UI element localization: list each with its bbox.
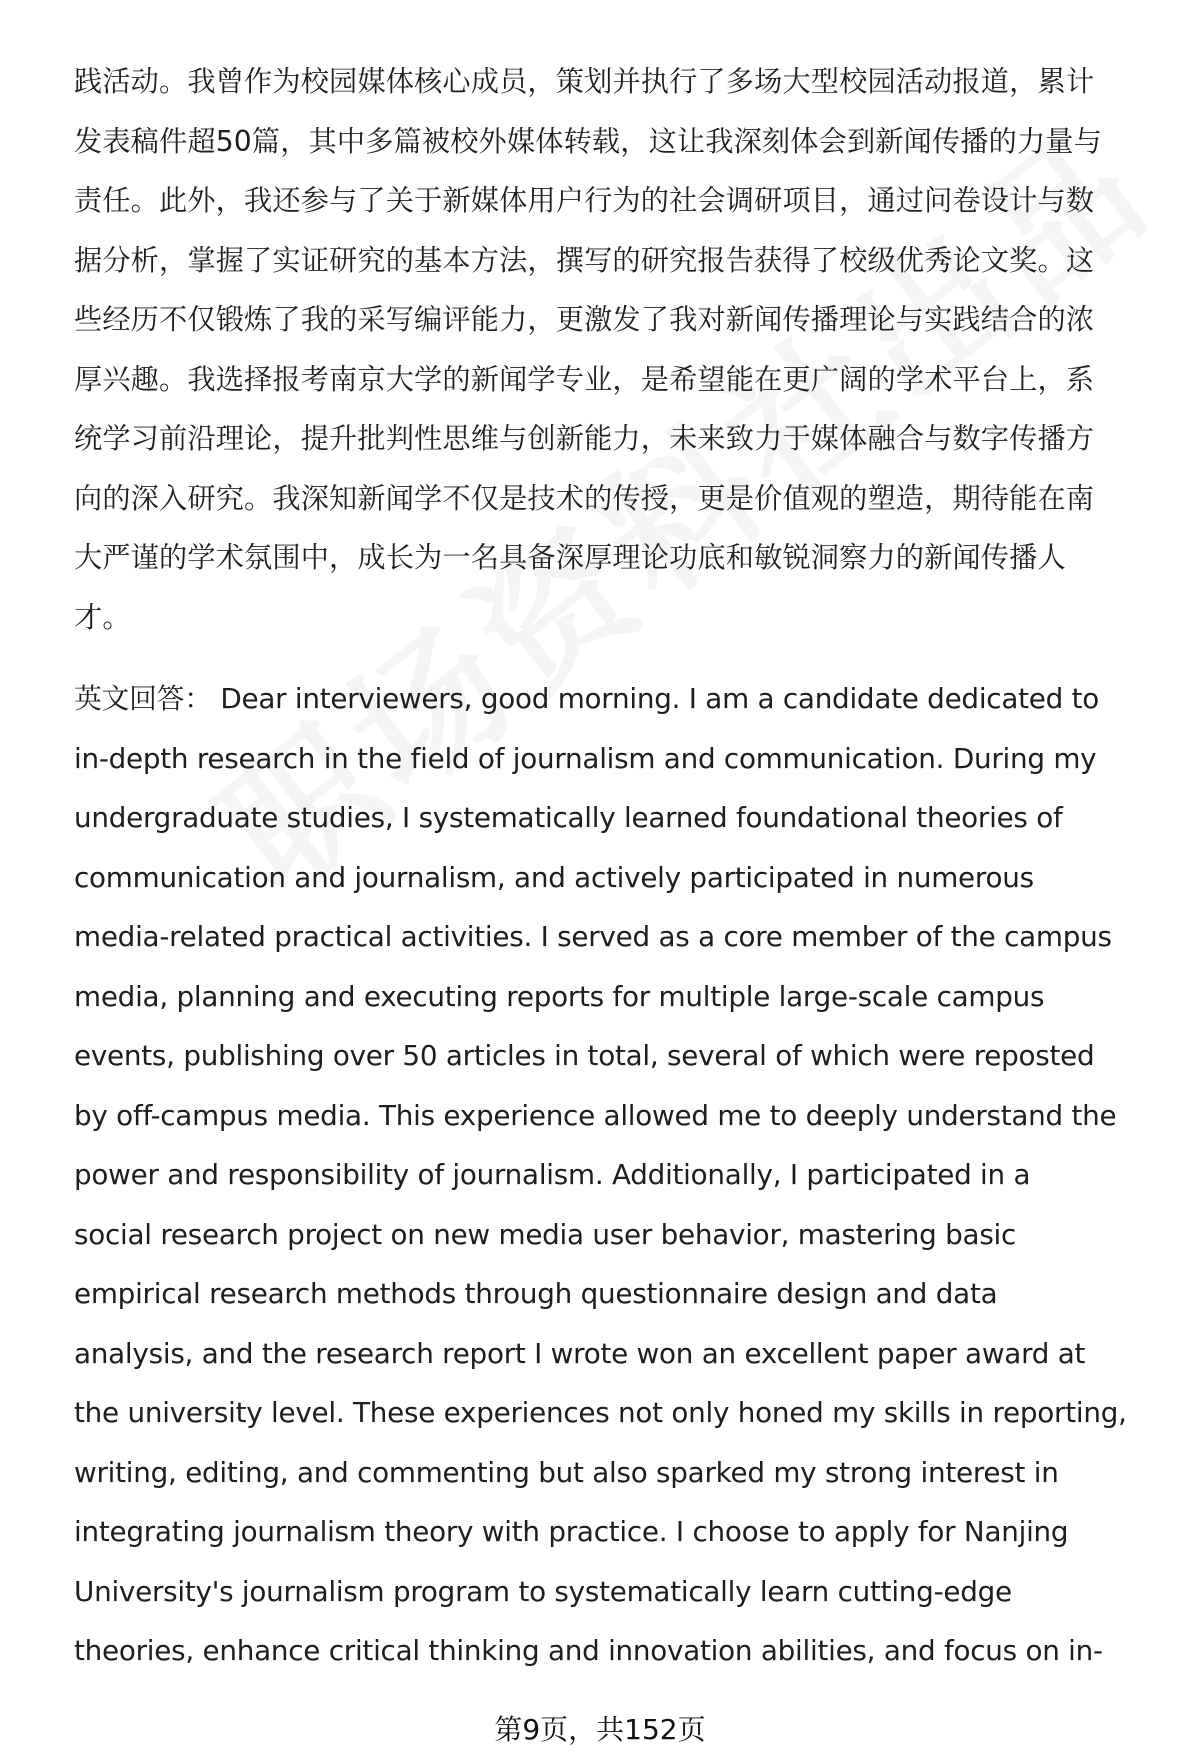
page-content [74, 52, 1154, 1681]
text-line: media, planning and executing reports for multiple large-scale campus [74, 979, 1045, 1013]
text-line: by off-campus media. This experience allowed me to deeply understand the [74, 1098, 1117, 1132]
chinese-answer-paragraph [74, 52, 1154, 647]
english-answer-paragraph [74, 669, 1154, 1681]
text-line: 些经历不仅锻炼了我的采写编评能力，更激发了我对新闻传播理论与实践结合的浓 [74, 303, 1095, 336]
text-line: 英文回答： Dear interviewers, good morning. I am a candidate dedicated to [74, 682, 1100, 715]
text-line: 统学习前沿理论，提升批判性思维与创新能力，未来致力于媒体融合与数字传播方 [74, 422, 1095, 455]
text-line: 大严谨的学术氛围中，成长为一名具备深厚理论功底和敏锐洞察力的新闻传播人 [74, 541, 1066, 574]
text-line: 厚兴趣。我选择报考南京大学的新闻学专业，是希望能在更广阔的学术平台上，系 [74, 362, 1095, 396]
text-line: 发表稿件超50篇，其中多篇被校外媒体转载，这让我深刻体会到新闻传播的力量与 [74, 124, 1102, 158]
text-line: communication and journalism, and actively participated in numerous [74, 860, 1034, 894]
text-line: 向的深入研究。我深知新闻学不仅是技术的传授，更是价值观的塑造，期待能在南 [74, 481, 1095, 515]
text-line: writing, editing, and commenting but also sparked my strong interest in [74, 1455, 1059, 1489]
paragraph-gap [74, 647, 1154, 669]
text-line: analysis, and the research report I wrote won an excellent paper award at [74, 1336, 1086, 1370]
text-line: 践活动。我曾作为校园媒体核心成员，策划并执行了多场大型校园活动报道，累计 [74, 65, 1095, 98]
text-line: theories, enhance critical thinking and innovation abilities, and focus on in- [74, 1634, 1103, 1667]
text-line: the university level. These experiences not only honed my skills in reporting, [74, 1396, 1127, 1429]
text-line: media-related practical activities. I served as a core member of the campus [74, 920, 1112, 953]
text-line: 责任。此外，我还参与了关于新媒体用户行为的社会调研项目，通过问卷设计与数 [74, 184, 1095, 217]
text-line: empirical research methods through questionnaire design and data [74, 1277, 998, 1310]
text-line: 才。 [74, 600, 131, 634]
text-line: integrating journalism theory with practice. I choose to apply for Nanjing [74, 1515, 1069, 1548]
text-line: 据分析，掌握了实证研究的基本方法，撰写的研究报告获得了校级优秀论文奖。这 [74, 243, 1095, 277]
text-line: events, publishing over 50 articles in total, several of which were reposted [74, 1039, 1095, 1072]
text-line: University's journalism program to systematically learn cutting-edge [74, 1574, 1012, 1608]
page-number: 第9页，共152页 [494, 1713, 706, 1746]
text-line: undergraduate studies, I systematically learned foundational theories of [74, 801, 1063, 834]
text-line: power and responsibility of journalism. Additionally, I participated in a [74, 1158, 1031, 1191]
text-line: social research project on new media user behavior, mastering basic [74, 1217, 1017, 1251]
text-line: in-depth research in the field of journalism and communication. During my [74, 741, 1097, 775]
